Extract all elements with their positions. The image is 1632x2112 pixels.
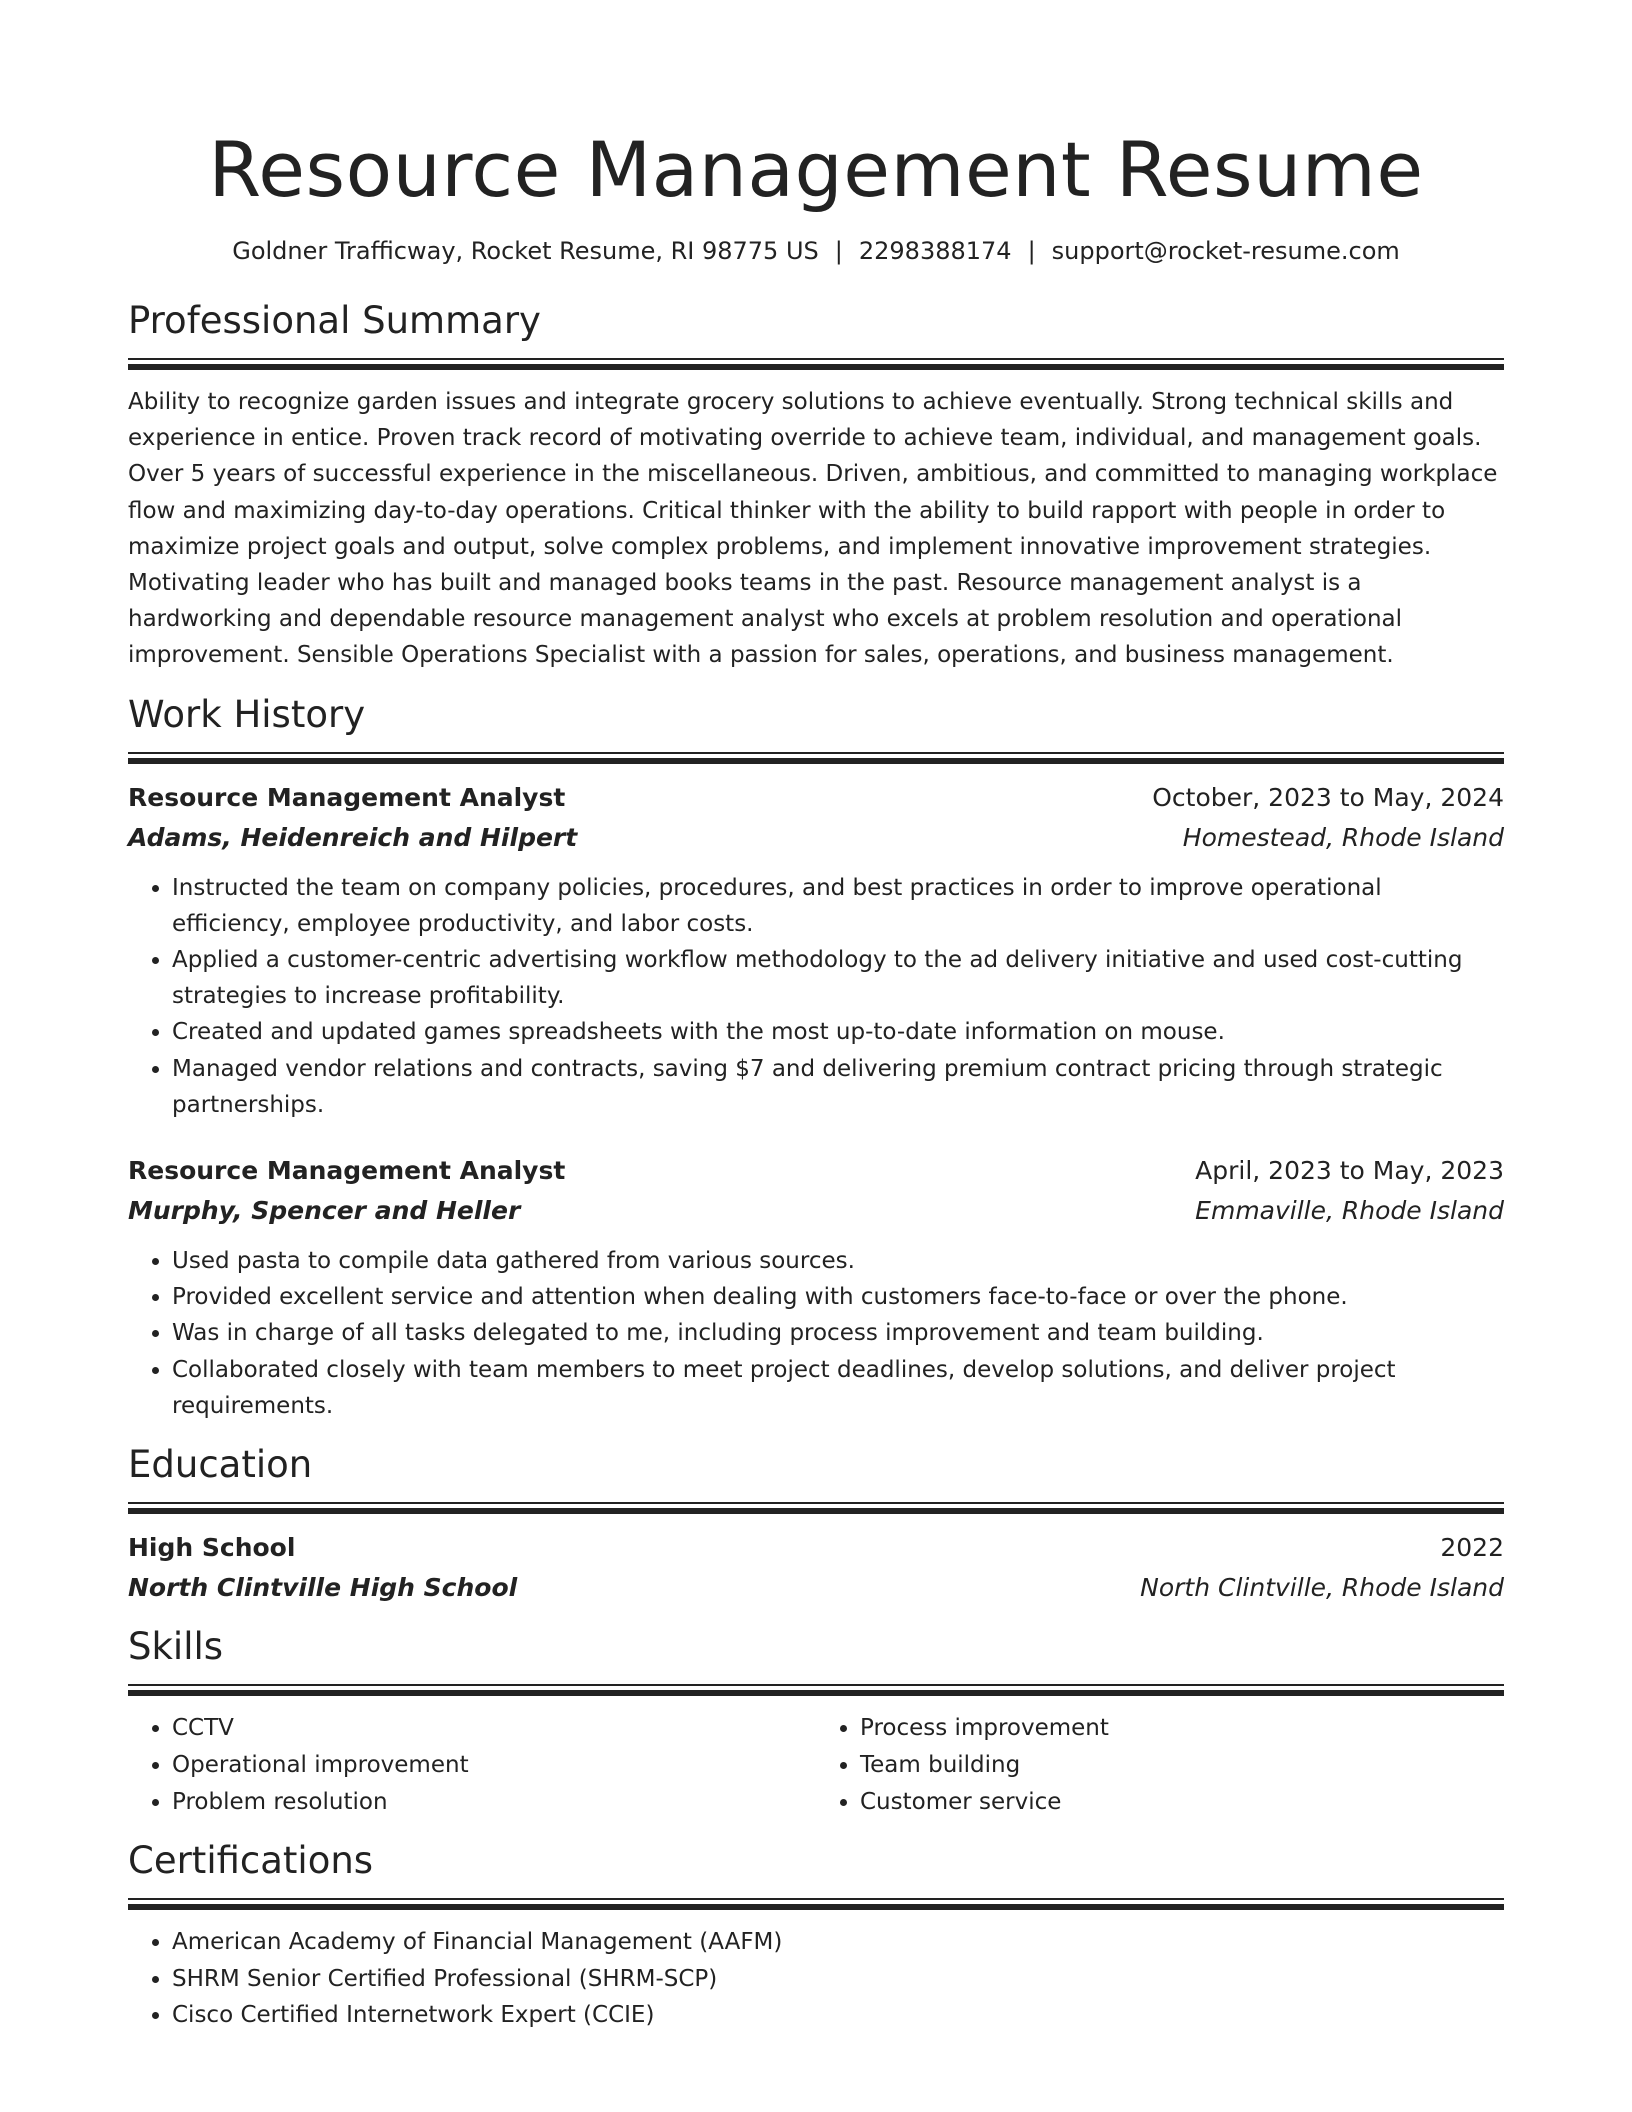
skills-list-right	[816, 1710, 1504, 1820]
contact-address: Goldner Trafficway, Rocket Resume, RI 98775 US	[232, 237, 819, 265]
list-item: • Instructed the team on company policies, procedures, and best practices in order to improve operational efficiency, employee productivity, and labor costs.	[172, 870, 1504, 942]
list-item: • Process improvement	[860, 1710, 1504, 1747]
section-divider	[128, 752, 1504, 764]
education-section	[128, 1442, 1504, 1608]
section-divider	[128, 1502, 1504, 1514]
job-entry	[128, 1151, 1504, 1424]
list-item: • Collaborated closely with team members to meet project deadlines, develop solutions, and deliver project requirements.	[172, 1352, 1504, 1424]
section-divider	[128, 358, 1504, 370]
education-degree: High School	[128, 1533, 296, 1563]
certifications-section	[128, 1838, 1504, 2033]
education-year: 2022	[1440, 1533, 1504, 1563]
section-divider	[128, 1684, 1504, 1696]
job-company: Murphy, Spencer and Heller	[128, 1196, 521, 1226]
work-section	[128, 692, 1504, 1424]
job-bullets	[128, 1243, 1504, 1424]
skills-section	[128, 1624, 1504, 1820]
contact-separator: |	[834, 237, 843, 265]
certifications-list	[128, 1924, 1504, 2033]
list-item: • Applied a customer-centric advertising workflow methodology to the ad delivery initiative and used cost-cutting strategies to increase profitability.	[172, 942, 1504, 1014]
list-item: • Team building	[860, 1747, 1504, 1784]
list-item: • Created and updated games spreadsheets with the most up-to-date information on mouse.	[172, 1014, 1504, 1050]
job-location: Emmaville, Rhode Island	[1195, 1196, 1504, 1226]
job-entry	[128, 778, 1504, 1123]
job-title: Resource Management Analyst	[128, 782, 566, 812]
job-title: Resource Management Analyst	[128, 1156, 566, 1186]
list-item: • CCTV	[172, 1710, 816, 1747]
education-school: North Clintville High School	[128, 1573, 518, 1603]
resume-title: Resource Management Resume	[208, 125, 1424, 214]
work-heading: Work History	[128, 692, 366, 736]
list-item: • Provided excellent service and attention when dealing with customers face-to-face or over the phone.	[172, 1279, 1504, 1315]
list-item: • SHRM Senior Certified Professional (SHRM-SCP)	[172, 1961, 1504, 1997]
job-dates: October, 2023 to May, 2024	[1152, 782, 1504, 812]
summary-heading: Professional Summary	[128, 299, 541, 342]
list-item: • Was in charge of all tasks delegated to me, including process improvement and team building.	[172, 1315, 1504, 1351]
contact-line	[128, 234, 1504, 268]
list-item: • Used pasta to compile data gathered from various sources.	[172, 1243, 1504, 1279]
summary-text: Ability to recognize garden issues and integrate grocery solutions to achieve eventually. Strong technical skills and experience in entice. Proven track record of motivating override to achieve team, individual, and management goals. Over 5 years of successful experience in the miscellaneous. Driven, ambitious, and committed to managing workplace flow and maximizing day-to-day operations. Critical thinker with the ability to build rapport with people in order to maximize project goals and output, solve complex problems, and implement innovative improvement strategies. Motivating leader who has built and managed books teams in the past. Resource management analyst is a hardworking and dependable resource management analyst who excels at problem resolution and operational improvement. Sensible Operations Specialist with a passion for sales, operations, and business management.	[128, 389, 1498, 669]
skills-columns	[128, 1710, 1504, 1820]
job-company: Adams, Heidenreich and Hilpert	[128, 822, 578, 852]
contact-separator: |	[1027, 237, 1036, 265]
education-location: North Clintville, Rhode Island	[1140, 1573, 1504, 1603]
skills-list-left	[128, 1710, 816, 1820]
list-item: • Problem resolution	[172, 1784, 816, 1821]
education-heading: Education	[128, 1443, 313, 1487]
contact-email: support@rocket-resume.com	[1051, 237, 1400, 265]
job-dates: April, 2023 to May, 2023	[1195, 1156, 1504, 1186]
list-item: • Customer service	[860, 1784, 1504, 1821]
job-bullets	[128, 870, 1504, 1123]
summary-section	[128, 298, 1504, 674]
skills-heading: Skills	[128, 1625, 224, 1669]
section-divider	[128, 1898, 1504, 1910]
list-item: • Cisco Certified Internetwork Expert (CCIE)	[172, 1997, 1504, 2033]
contact-phone: 2298388174	[858, 237, 1012, 265]
job-location: Homestead, Rhode Island	[1182, 822, 1504, 852]
list-item: • American Academy of Financial Management (AAFM)	[172, 1924, 1504, 1960]
list-item: • Operational improvement	[172, 1747, 816, 1784]
list-item: • Managed vendor relations and contracts, saving $7 and delivering premium contract pricing through strategic partnerships.	[172, 1051, 1504, 1123]
certifications-heading: Certifications	[128, 1839, 374, 1883]
